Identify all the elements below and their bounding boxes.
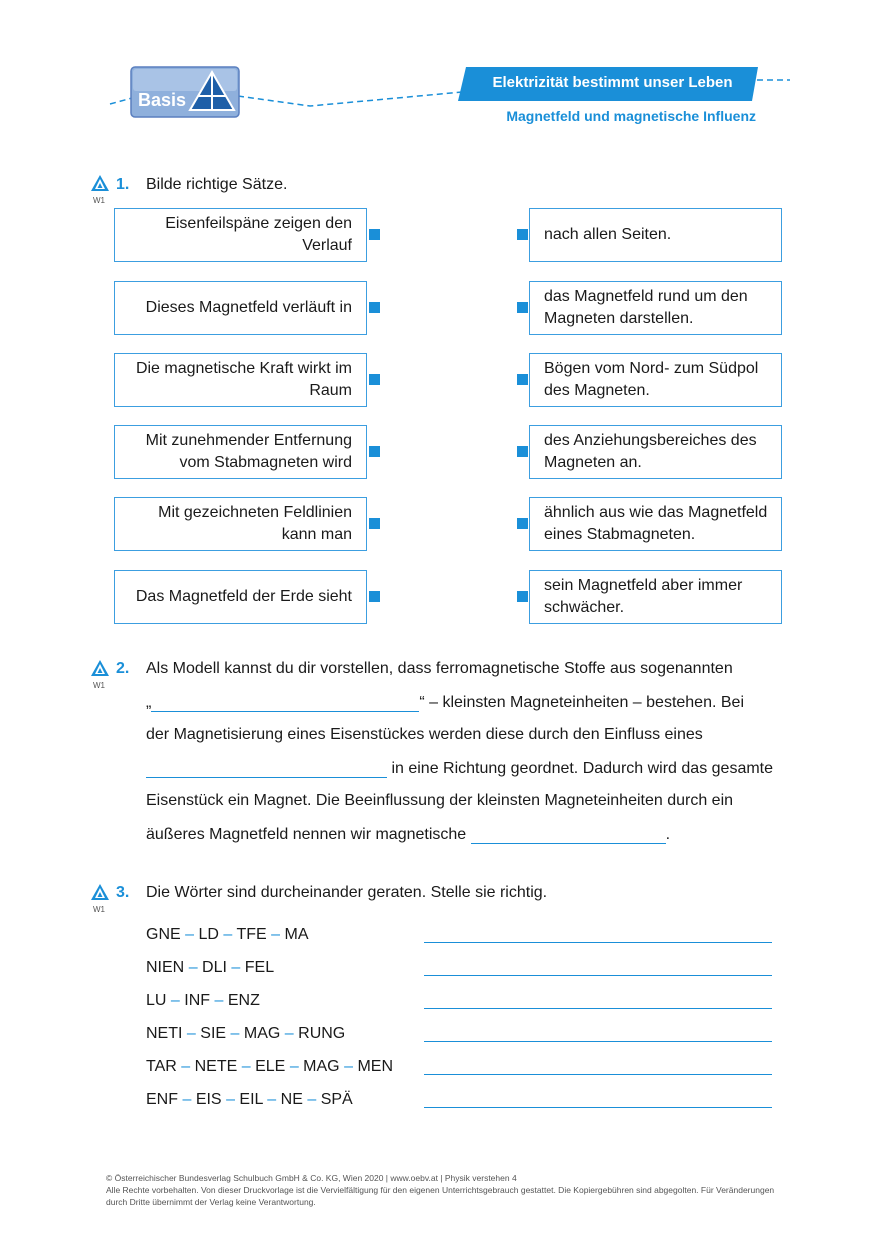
footer-line: Alle Rechte vorbehalten. Von dieser Druckvorlage ist die Vervielfältigung für den eigenen Unterrichtsgebrauch gestattet. Die Kopiergebühren sind abgegolten. Für Veränderungen durch Dritte übernimmt der Verlag keine Verantwortung. [106, 1185, 775, 1207]
match-right-box [529, 425, 782, 479]
match-left-text: Eisenfeilspäne zeigen den Verlauf [165, 215, 352, 254]
syllable-separator: – [271, 926, 281, 943]
syllable: SIE [200, 1025, 227, 1042]
answer-line[interactable] [424, 1008, 772, 1009]
syllable-separator: – [223, 926, 233, 943]
text-line [146, 825, 670, 844]
match-right-box [529, 497, 782, 551]
task-instruction: Die Wörter sind durcheinander geraten. Stelle sie richtig. [146, 884, 548, 901]
match-right-box [529, 353, 782, 407]
scrambled-word [146, 992, 260, 1010]
match-left-text: Das Magnetfeld der Erde sieht [135, 588, 352, 605]
syllable: MAG [243, 1025, 281, 1042]
syllable-separator: – [231, 959, 241, 976]
connector-dot-left[interactable] [369, 302, 380, 313]
pyramid-icon [90, 659, 110, 677]
syllable: SPÄ [320, 1091, 353, 1108]
answer-line[interactable] [424, 1107, 772, 1108]
scrambled-word [146, 959, 274, 977]
match-left-box [114, 497, 367, 551]
answer-line[interactable] [424, 942, 772, 943]
match-left-box [114, 208, 367, 262]
syllable: NETE [194, 1058, 238, 1075]
connector-dot-right[interactable] [517, 302, 528, 313]
scrambled-word [146, 1091, 353, 1109]
competence-tag: W1 [93, 681, 105, 690]
scrambled-word [146, 1025, 345, 1043]
answer-line[interactable] [424, 975, 772, 976]
syllable: ENZ [227, 992, 260, 1009]
syllable-separator: – [226, 1091, 235, 1108]
syllable-separator: – [289, 1058, 299, 1075]
match-right-text: das Magnetfeld rund um den Magneten darstellen. [544, 288, 748, 327]
answer-line[interactable] [424, 1074, 772, 1075]
syllable: LD [198, 926, 219, 943]
task-number: 3. [116, 884, 130, 901]
connector-dot-right[interactable] [517, 518, 528, 529]
copyright-footer [106, 1172, 786, 1208]
match-right-text: des Anziehungsbereiches des Magneten an. [544, 432, 757, 471]
syllable: EIS [195, 1091, 222, 1108]
text-segment: . [665, 826, 671, 843]
match-right-box [529, 570, 782, 624]
task-number: 1. [116, 176, 130, 193]
text-segment: in eine Richtung geordnet. Dadurch wird das gesamte [391, 760, 774, 777]
pyramid-icon [90, 174, 110, 192]
connector-dot-left[interactable] [369, 518, 380, 529]
match-left-box [114, 353, 367, 407]
connector-dot-left[interactable] [369, 446, 380, 457]
match-right-box [529, 281, 782, 335]
match-right-text: Bögen vom Nord- zum Südpol des Magneten. [544, 360, 759, 399]
match-left-text: Dieses Magnetfeld verläuft in [145, 299, 352, 316]
syllable: ELE [255, 1058, 286, 1075]
competence-tag: W1 [93, 196, 105, 205]
syllable-separator: – [186, 1025, 196, 1042]
text-segment: “ – kleinsten Magneteinheiten – bestehen. Bei [419, 694, 744, 711]
connector-dot-right[interactable] [517, 374, 528, 385]
answer-blank[interactable] [151, 693, 419, 712]
open-quote: „ [146, 694, 152, 711]
connector-dot-left[interactable] [369, 374, 380, 385]
match-left-box [114, 570, 367, 624]
text-line: Als Modell kannst du dir vorstellen, dass ferromagnetische Stoffe aus sogenannten [146, 660, 733, 677]
match-left-box [114, 281, 367, 335]
answer-blank[interactable] [471, 825, 666, 844]
competence-tag: W1 [93, 905, 105, 914]
syllable-separator: – [185, 926, 195, 943]
text-line [146, 759, 773, 778]
syllable: MA [284, 926, 309, 943]
match-left-text: Mit zunehmender Entfernung vom Stabmagneten wird [145, 432, 352, 471]
match-right-box [529, 208, 782, 262]
syllable-separator: – [344, 1058, 353, 1075]
syllable: ENF [146, 1091, 178, 1108]
logo-label: Basis [138, 90, 187, 110]
section-subtitle: Magnetfeld und magnetische Influenz [506, 108, 756, 124]
text-line: Eisenstück ein Magnet. Die Beeinflussung der kleinsten Magneteinheiten durch ein [146, 792, 734, 809]
scrambled-word [146, 926, 308, 944]
match-left-box [114, 425, 367, 479]
match-right-text: ähnlich aus wie das Magnetfeld eines Stabmagneten. [544, 504, 768, 543]
syllable-separator: – [188, 959, 198, 976]
syllable: LU [146, 992, 167, 1009]
connector-dot-right[interactable] [517, 446, 528, 457]
connector-dot-left[interactable] [369, 229, 380, 240]
syllable-separator: – [214, 992, 224, 1009]
text-line [146, 693, 744, 712]
text-segment: äußeres Magnetfeld nennen wir magnetische [146, 826, 467, 843]
answer-line[interactable] [424, 1041, 772, 1042]
syllable: NIEN [146, 959, 185, 976]
syllable-separator: – [267, 1091, 277, 1108]
syllable: INF [184, 992, 211, 1009]
header-graphics [0, 0, 890, 140]
syllable-separator: – [170, 992, 180, 1009]
syllable-separator: – [182, 1091, 192, 1108]
connector-dot-left[interactable] [369, 591, 380, 602]
match-left-text: Mit gezeichneten Feldlinien kann man [158, 504, 352, 543]
scrambled-word [146, 1058, 393, 1076]
answer-blank[interactable] [146, 759, 387, 778]
connector-dot-right[interactable] [517, 591, 528, 602]
syllable: NETI [146, 1025, 183, 1042]
syllable: DLI [202, 959, 227, 976]
syllable: MAG [303, 1058, 340, 1075]
syllable-separator: – [284, 1025, 294, 1042]
match-left-text: Die magnetische Kraft wirkt im Raum [135, 360, 352, 399]
footer-line: © Österreichischer Bundesverlag Schulbuch GmbH & Co. KG, Wien 2020 | www.oebv.at | Physik verstehen 4 [106, 1173, 517, 1183]
task-number: 2. [116, 660, 130, 677]
syllable-separator: – [181, 1058, 191, 1075]
syllable: FEL [244, 959, 275, 976]
connector-dot-right[interactable] [517, 229, 528, 240]
syllable: TFE [236, 926, 267, 943]
chapter-title: Elektrizität bestimmt unser Leben [492, 74, 733, 91]
syllable: EIL [239, 1091, 263, 1108]
syllable-separator: – [241, 1058, 251, 1075]
syllable: NE [280, 1091, 303, 1108]
syllable: MEN [357, 1058, 393, 1075]
match-right-text: nach allen Seiten. [544, 226, 672, 243]
pyramid-icon [90, 883, 110, 901]
task-instruction: Bilde richtige Sätze. [146, 176, 288, 193]
syllable-separator: – [307, 1091, 317, 1108]
syllable: GNE [146, 926, 181, 943]
text-line: der Magnetisierung eines Eisenstückes werden diese durch den Einfluss eines [146, 726, 703, 743]
syllable: RUNG [298, 1025, 346, 1042]
syllable-separator: – [230, 1025, 240, 1042]
syllable: TAR [146, 1058, 177, 1075]
match-right-text: sein Magnetfeld aber immer schwächer. [544, 577, 743, 616]
